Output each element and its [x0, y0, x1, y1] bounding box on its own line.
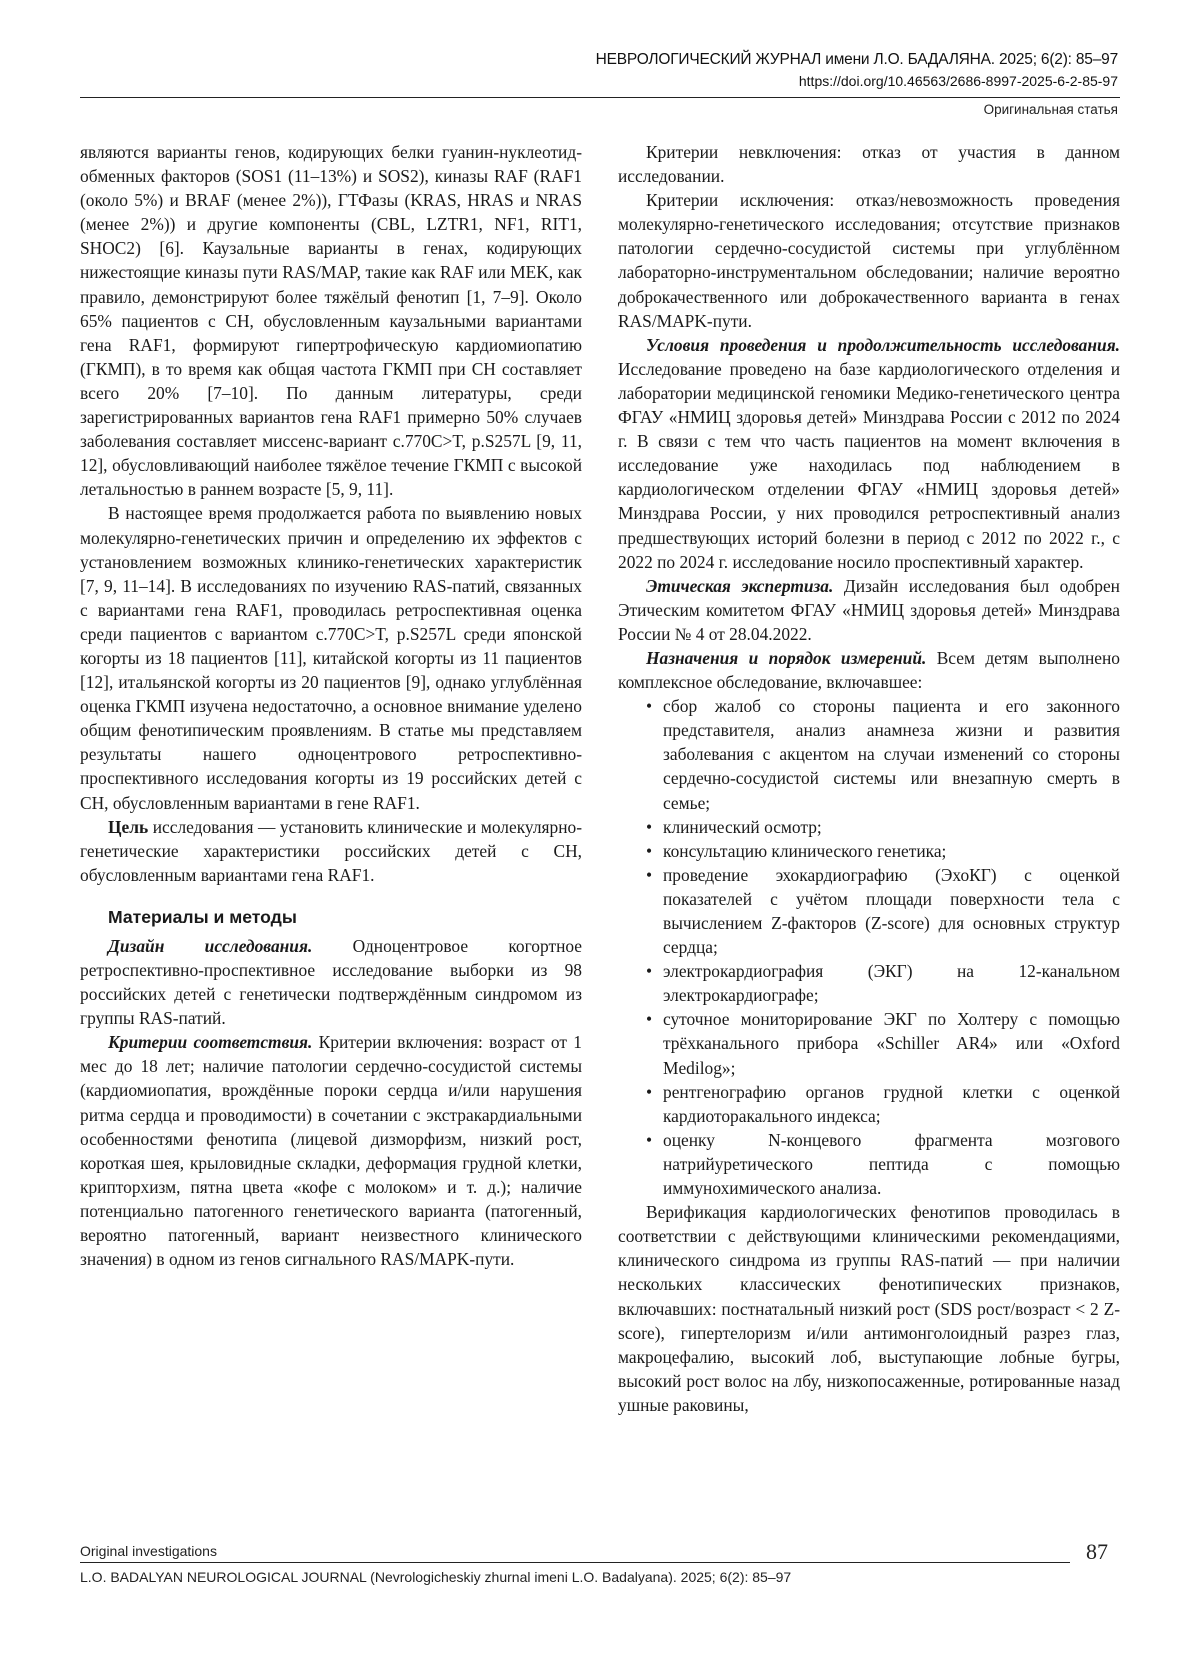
list-item: • проведение эхокардиографию (ЭхоКГ) с оценкой показателей с учётом площади поверхности тела с вычислением Z-факторов (Z-score) для основных структур сердца; [618, 863, 1120, 959]
list-item: • суточное мониторирование ЭКГ по Холтеру с помощью трёхканального прибора «Schiller AR4» или «Oxford Medilog»; [618, 1007, 1120, 1079]
paragraph-exclusion: Критерии исключения: отказ/невозможность проведения молекулярно-генетического исследования; отсутствие признаков патологии сердечно-сосудистой системы при углублённом лабораторно-инструментальном обследовании; наличие вероятно доброкачественного или доброкачественного варианта в генах RAS/MAPK-пути. [618, 190, 1120, 331]
header-divider [80, 97, 1120, 98]
design-lead: Дизайн исследования. [108, 935, 313, 956]
design-text: Одноцентровое когортное ретроспективно-проспективное исследование выборки из 98 российских детей с генетически подтверждённым синдромом из группы RAS-патий. [80, 935, 583, 1029]
measurements-text: Всем детям выполнено комплексное обследование, включавшее: [618, 647, 1120, 693]
paragraph-eligibility [80, 1030, 582, 1271]
examination-list [618, 694, 1120, 1200]
paragraph-continuation: являются варианты генов, кодирующих белки гуанин-нуклеотид-обменных факторов (SOS1 (11–13%) и SOS2), киназы RAF (RAF1 (около 5%) и BRAF (менее 2%)), ГТФазы (KRAS, HRAS и NRAS (менее 2%)) и другие компоненты (CBL, LZTR1, NF1, RIT1, SHOC2) [6]. Каузальные варианты в генах, кодирующих нижестоящие киназы пути RAS/MAP, такие как RAF или MEK, как правило, демонстрируют более тяжёлый фенотип [1, 7–9]. Около 65% пациентов с СН, обусловленным каузальными вариантами гена RAF1, формируют гипертрофическую кардиомиопатию (ГКМП), в то время как общая частота ГКМП при СН составляет всего 20% [7–10]. По данным литературы, среди зарегистрированных вариантов гена RAF1 примерно 50% случаев заболевания составляет миссенс-вариант c.770C>T, p.S257L [9, 11, 12], обусловливающий наиболее тяжёлое течение ГКМП с высокой летальностью в раннем возрасте [5, 9, 11]. [80, 142, 582, 500]
list-item: • электрокардиография (ЭКГ) на 12-канальном электрокардиографе; [618, 959, 1120, 1007]
list-item: • оценку N-концевого фрагмента мозгового натрийуретического пептида с помощью иммунохимического анализа. [618, 1128, 1120, 1200]
eligibility-lead: Критерии соответствия. [108, 1032, 313, 1053]
paragraph-measurements [618, 646, 1120, 694]
setting-lead: Условия проведения и продолжительность исследования. [646, 334, 1120, 355]
eligibility-text: Критерии включения: возраст от 1 мес до 18 лет; наличие патологии сердечно-сосудистой системы (кардиомиопатия, врождённые пороки сердца и/или нарушения ритма сердца и проводимости) в сочетании с экстракардиальными особенностями фенотипа (лицевой дизморфизм, низкий рост, короткая шея, крыловидные складки, деформация грудной клетки, крипторхизм, пятна цвета «кофе с молоком» и т. д.); наличие потенциально патогенного генетического варианта (патогенный, вероятно патогенный, вариант неизвестного клинического значения) в одном из генов сигнального RAS/MAPK-пути. [80, 1032, 582, 1270]
aim-text: исследования — установить клинические и молекулярно-генетические характеристики российских детей с СН, обусловленным вариантами гена RAF1. [80, 816, 582, 885]
footer-section-label: Original investigations [80, 1543, 217, 1559]
paragraph-design [80, 934, 582, 1030]
running-header-journal: НЕВРОЛОГИЧЕСКИЙ ЖУРНАЛ имени Л.О. БАДАЛЯНА. 2025; 6(2): 85–97 [595, 51, 1118, 68]
paragraph-ethics [618, 574, 1120, 646]
setting-text: Исследование проведено на базе кардиологического отделения и лаборатории медицинской геномики Медико-генетического центра ФГАУ «НМИЦ здоровья детей» Минздрава России с 2012 по 2024 г. В связи с тем что часть пациентов на момент включения в исследование уже находилась под наблюдением в кардиологическом отделении ФГАУ «НМИЦ здоровья детей» Минздрава России, у них проводился ретроспективный анализ предшествующих историй болезни в период с 2012 по 2022 г., с 2022 по 2024 г. исследование носило проспективный характер. [618, 358, 1120, 572]
right-column [618, 140, 1120, 1417]
article-type-label: Оригинальная статья [983, 102, 1118, 117]
paragraph-setting [618, 333, 1120, 574]
doi-link[interactable]: https://doi.org/10.46563/2686-8997-2025-6-2-85-97 [798, 73, 1118, 89]
section-heading-methods: Материалы и методы [108, 906, 297, 927]
measurements-lead: Назначения и порядок измерений. [646, 647, 927, 668]
footer-journal-citation: L.O. BADALYAN NEUROLOGICAL JOURNAL (Nevrologicheskiy zhurnal imeni L.O. Badalyana). 2025; 6(2): 85–97 [80, 1569, 792, 1585]
list-item: • рентгенографию органов грудной клетки с оценкой кардиоторакального индекса; [618, 1080, 1120, 1128]
aim-lead: Цель [108, 816, 149, 837]
page-number: 87 [1086, 1539, 1108, 1564]
list-item: • клинический осмотр; [618, 815, 1120, 839]
paragraph-current-research: В настоящее время продолжается работа по выявлению новых молекулярно-генетических причин и определению их эффектов с установлением возможных клинико-генетических характеристик [7, 9, 11–14]. В исследованиях по изучению RAS-патий, связанных с вариантами гена RAF1, проводилась ретроспективная оценка среди пациентов с вариантом c.770C>T, p.S257L среди японской когорты из 18 пациентов [11], китайской когорты из 11 пациентов [12], итальянской когорты из 20 пациентов [9], однако углублённая оценка ГКМП изучена недостаточно, а основное внимание уделено общим фенотипическим проявлениям. В статье мы представляем результаты нашего одноцентрового ретроспективно-проспективного исследования когорты из 19 российских детей с СН, обусловленным вариантами в гене RAF1. [80, 503, 582, 813]
paragraph-aim [80, 815, 582, 887]
paragraph-non-inclusion: Критерии невключения: отказ от участия в данном исследовании. [618, 142, 1120, 187]
left-column [80, 140, 582, 1271]
paragraph-verification: Верификация кардиологических фенотипов проводилась в соответствии с действующими клиническими рекомендациями, клинического синдрома из группы RAS-патий — при наличии нескольких классических фенотипических признаков, включавших: постнатальный низкий рост (SDS рост/возраст < 2 Z-score), гипертелоризм и/или антимонголоидный разрез глаз, макроцефалию, высокий лоб, выступающие лобные бугры, высокий рост волос на лбу, низкопосаженные, ротированные назад ушные раковины, [618, 1202, 1120, 1415]
list-item: • сбор жалоб со стороны пациента и его законного представителя, анализ анамнеза жизни и развития заболевания с акцентом на случаи изменений со стороны сердечно-сосудистой системы или внезапную смерть в семье; [618, 694, 1120, 814]
list-item: • консультацию клинического генетика; [618, 839, 1120, 863]
footer-divider [80, 1562, 1070, 1563]
ethics-lead: Этическая экспертиза. [646, 575, 834, 596]
ethics-text: Дизайн исследования был одобрен Этическим комитетом ФГАУ «НМИЦ здоровья детей» Минздрава России № 4 от 28.04.2022. [618, 575, 1120, 644]
